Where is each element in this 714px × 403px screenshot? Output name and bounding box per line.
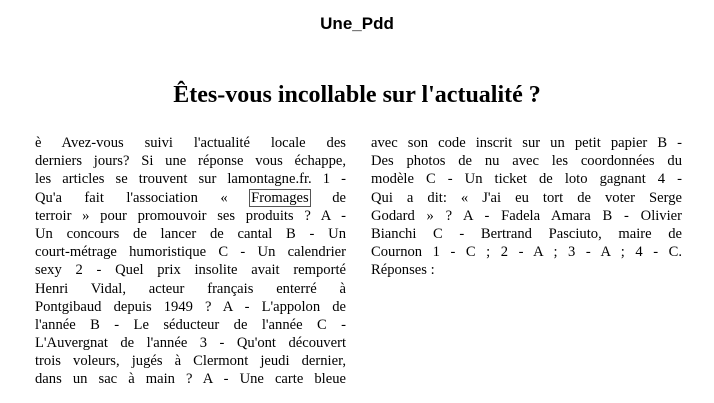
text-line: avec son code inscrit sur un petit papier B - [371, 135, 682, 151]
source-header: Une_Pdd [320, 14, 394, 33]
text-fragment: de [332, 189, 346, 206]
article-column-left [35, 134, 346, 389]
text-line: è Avez-vous suivi l'actualité locale des [35, 135, 346, 151]
highlighted-word: Fromages [251, 189, 309, 206]
text-line: Pontgibaud depuis 1949 ? A - L'appolon de [35, 298, 346, 315]
text-line: Réponses : [371, 262, 435, 279]
text-line: sexy 2 - Quel prix insolite avait remporté [35, 262, 346, 279]
text-line-with-highlight [35, 189, 346, 207]
text-line: trois voleurs, jugés à Clermont jeudi dernier, [35, 353, 346, 370]
text-line: les articles se trouvent sur lamontagne.fr. 1 - [35, 171, 346, 188]
text-fragment: Qu'a fait l'association « [35, 189, 228, 206]
text-line: L'Auvergnat de l'année 3 - Qu'ont découvert [35, 335, 346, 352]
text-line: court-métrage humoristique C - Un calendrier [35, 244, 346, 261]
text-line: derniers jours? Si une réponse vous échappe, [35, 153, 346, 170]
article-column-right [371, 134, 682, 280]
text-line: Qui a dit: « J'ai eu tort de voter Serge [371, 189, 682, 206]
text-line: Bianchi C - Bertrand Pasciuto, maire de [371, 225, 682, 242]
article-title: Êtes-vous incollable sur l'actualité ? [173, 82, 541, 108]
text-line: terroir » pour promouvoir ses produits ? A - [35, 207, 346, 224]
text-line: Un concours de lancer de cantal B - Un [35, 225, 346, 242]
text-line: Des photos de nu avec les coordonnées du [371, 153, 682, 170]
text-line: Cournon 1 - C ; 2 - A ; 3 - A ; 4 - C. [371, 244, 682, 261]
text-line: modèle C - Un ticket de loto gagnant 4 - [371, 171, 682, 188]
text-line: Henri Vidal, acteur français enterré à [35, 280, 346, 297]
text-line: dans un sac à main ? A - Une carte bleue [35, 371, 346, 388]
text-line: l'année B - Le séducteur de l'année C - [35, 316, 346, 333]
text-line: Godard » ? A - Fadela Amara B - Olivier [371, 207, 682, 224]
